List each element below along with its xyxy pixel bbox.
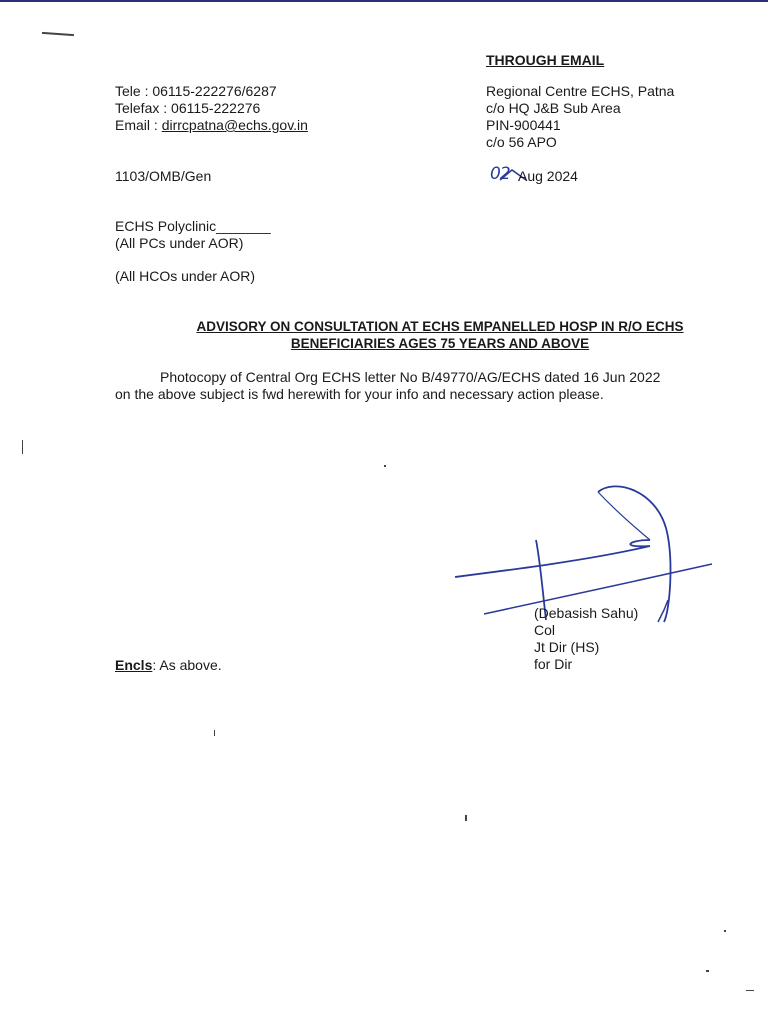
scan-edge — [0, 0, 768, 2]
scan-speck — [724, 930, 726, 932]
body-paragraph — [115, 369, 768, 403]
handwritten-date-day: 02 — [490, 164, 510, 184]
addressee-hcos: (All HCOs under AOR) — [115, 268, 256, 284]
email-link[interactable]: dirrcpatna@echs.gov.in — [161, 117, 308, 133]
signatory-designation: Jt Dir (HS) — [534, 639, 600, 655]
signatory-for: for Dir — [534, 656, 573, 672]
scan-speck — [22, 440, 23, 454]
addressee-pcs: (All PCs under AOR) — [115, 235, 244, 251]
email-label: Email : — [115, 117, 162, 133]
body-line-1: Photocopy of Central Org ECHS letter No B/49770/AG/ECHS dated 16 Jun 2022 — [160, 369, 661, 385]
signatory-rank: Col — [534, 622, 556, 638]
signature — [440, 470, 740, 650]
enclosure-line — [115, 657, 222, 674]
enclosure-text: : As above. — [152, 657, 222, 673]
scan-speck — [384, 465, 386, 467]
address-line-2: c/o HQ J&B Sub Area — [486, 100, 621, 116]
telephone: Tele : 06115-222276/6287 — [115, 83, 277, 99]
addressee-polyclinic: ECHS Polyclinic_______ — [115, 218, 271, 234]
telefax: Telefax : 06115-222276 — [115, 100, 261, 116]
enclosure-label: Encls — [115, 657, 153, 673]
address-line-3: PIN-900441 — [486, 117, 561, 133]
signatory-name: (Debasish Sahu) — [534, 605, 639, 621]
scan-speck — [465, 815, 467, 821]
subject-line-2: BENEFICIARIES AGES 75 YEARS AND ABOVE — [290, 336, 590, 351]
scan-speck — [706, 970, 709, 972]
email-line — [115, 117, 308, 134]
through-email-heading: THROUGH EMAIL — [486, 52, 605, 68]
address-line-4: c/o 56 APO — [486, 134, 557, 150]
scan-mark — [42, 32, 74, 36]
scan-speck — [214, 730, 215, 736]
scan-speck — [746, 990, 754, 991]
body-line-2: on the above subject is fwd herewith for your info and necessary action please. — [115, 386, 604, 402]
subject-line-1: ADVISORY ON CONSULTATION AT ECHS EMPANELLED HOSP IN R/O ECHS — [196, 319, 684, 334]
address-line-1: Regional Centre ECHS, Patna — [486, 83, 675, 99]
date-month-year: Aug 2024 — [518, 168, 578, 184]
reference-number: 1103/OMB/Gen — [115, 168, 212, 184]
